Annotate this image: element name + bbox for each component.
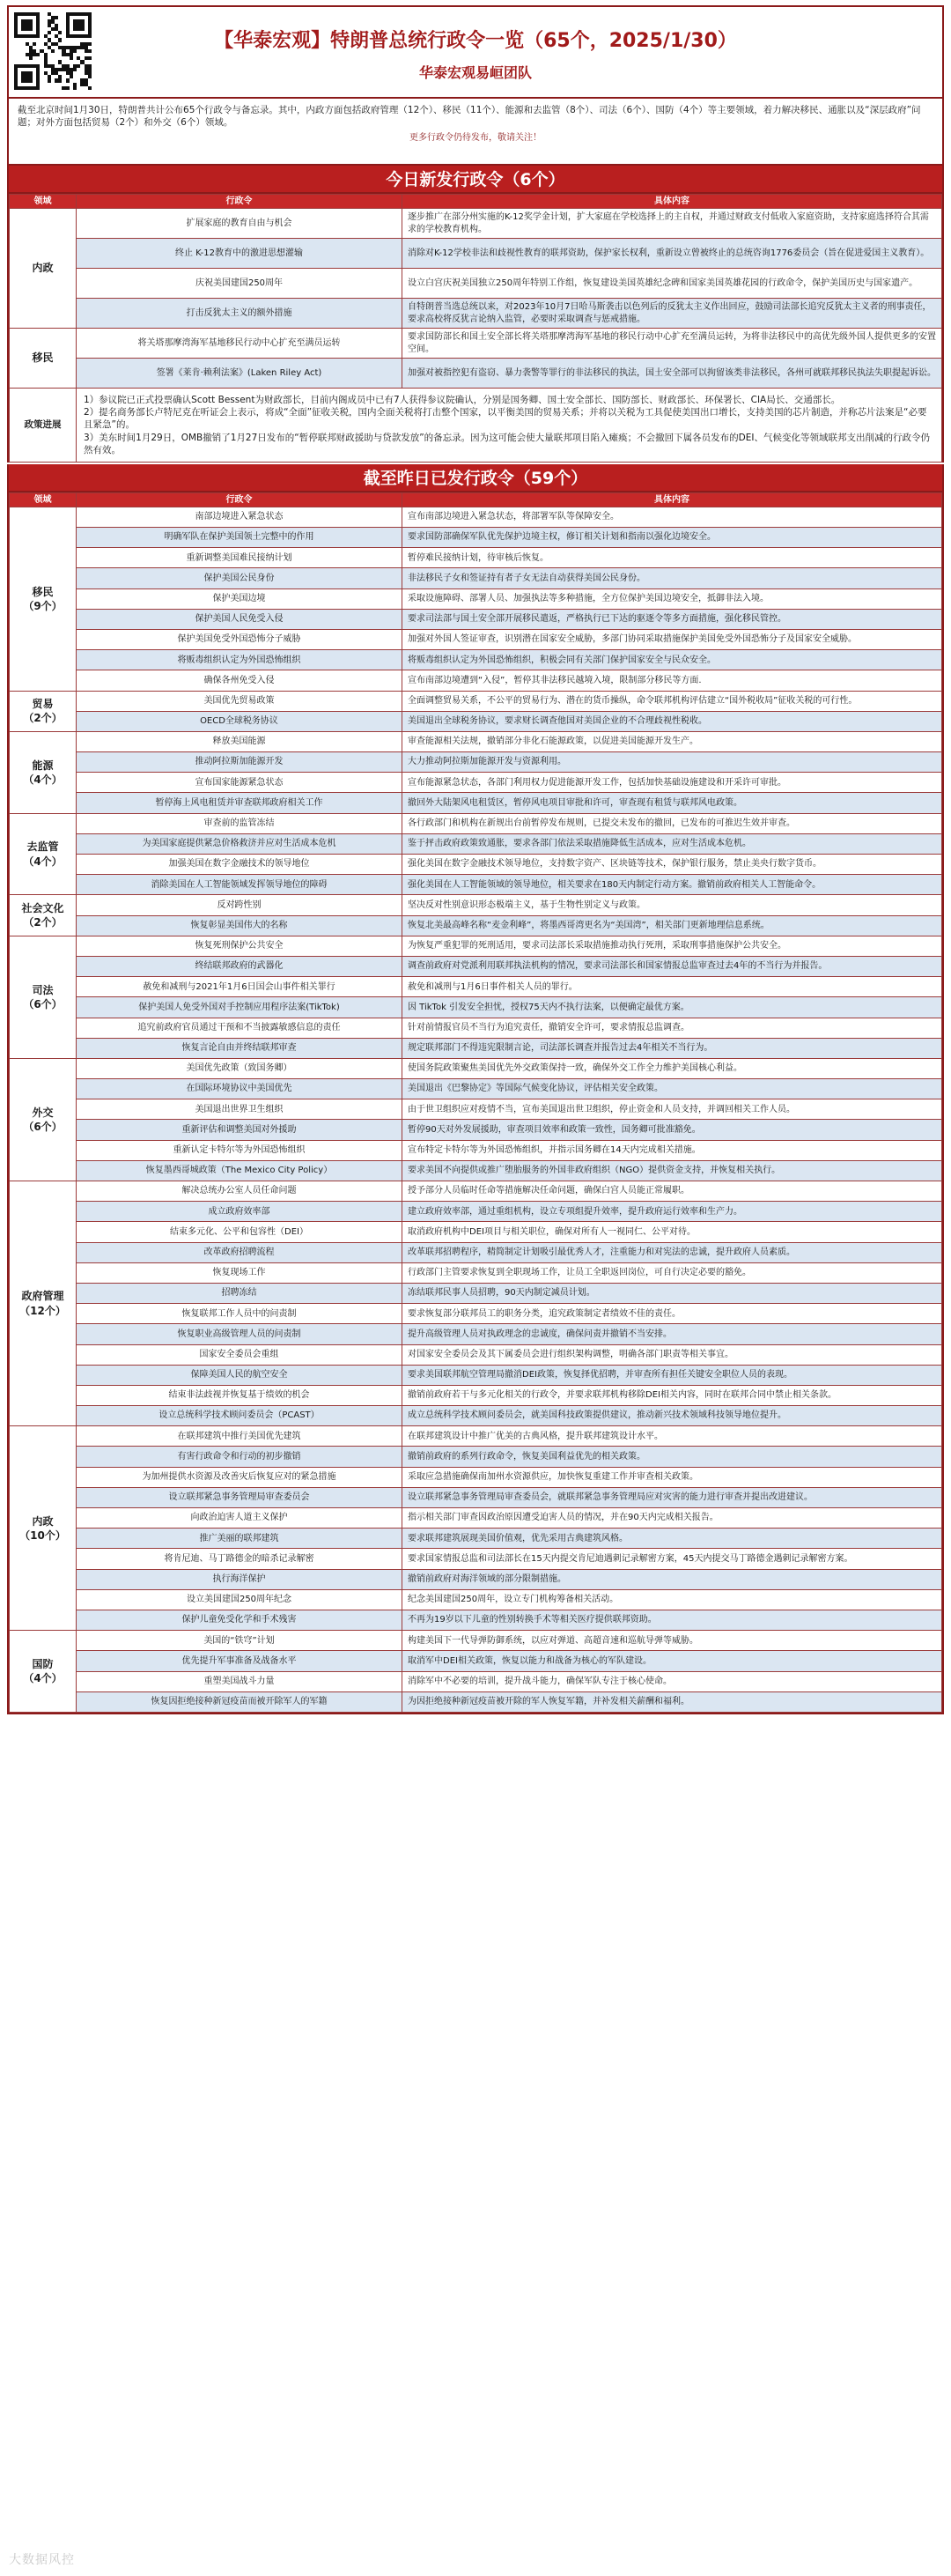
domain-label: 外交 [32, 1106, 54, 1119]
order-cell: 恢复因拒绝接种新冠疫苗而被开除军人的军籍 [77, 1691, 402, 1712]
table-row [10, 1120, 942, 1140]
column-header-content: 具体内容 [402, 195, 942, 209]
content-cell: 规定联邦部门不得违宪限制言论，司法部长调查并报告过去4年相关不当行为。 [402, 1038, 942, 1058]
content-cell: 对国家安全委员会及其下属委员会进行组织架构调整，明确各部门职责等相关事宜。 [402, 1344, 942, 1365]
table-row [10, 629, 942, 649]
order-cell: 追究前政府官员通过干预和不当披露敏感信息的责任 [77, 1018, 402, 1038]
order-cell: 招聘冻结 [77, 1283, 402, 1303]
order-cell: 打击反犹太主义的额外措施 [77, 299, 402, 329]
content-cell: 暂停90天对外发展援助，审查项目效率和政策一致性，国务卿可批准豁免。 [402, 1120, 942, 1140]
domain-label: 国防 [32, 1657, 54, 1670]
content-cell: 加强对外国人签证审查，识别潜在国家安全威胁，多部门协同采取措施保护美国免受外国恐怖分子及国家安全威胁。 [402, 629, 942, 649]
order-cell: 保护儿童免受化学和手术残害 [77, 1610, 402, 1630]
order-cell: 将贩毒组织认定为外国恐怖组织 [77, 650, 402, 670]
content-cell: 成立总统科学技术顾问委员会，就美国科技政策提供建议，推动新兴技术领域科技领导地位提升。 [402, 1406, 942, 1426]
table-row [10, 1058, 942, 1078]
table-row [10, 1202, 942, 1222]
order-cell: 设立美国建国250周年纪念 [77, 1589, 402, 1610]
content-cell: 在联邦建筑设计中推广优美的古典风格，提升联邦建筑设计水平。 [402, 1426, 942, 1447]
content-cell: 暂停难民接纳计划，待审核后恢复。 [402, 548, 942, 568]
table-row [10, 1589, 942, 1610]
table-row [10, 813, 942, 833]
policy-progress-notes [77, 389, 942, 463]
order-cell: 保护美国边境 [77, 588, 402, 609]
order-cell: 审查前的监管冻结 [77, 813, 402, 833]
table-row [10, 1529, 942, 1549]
content-cell: 要求恢复部分联邦员工的职务分类，追究政策制定者绩效不佳的责任。 [402, 1304, 942, 1324]
domain-cell [10, 507, 77, 691]
domain-cell [10, 936, 77, 1058]
order-cell: 国家安全委员会重组 [77, 1344, 402, 1365]
table-row [10, 1651, 942, 1671]
table-row [10, 1549, 942, 1569]
content-cell: 冻结联邦民事人员招聘，90天内制定减员计划。 [402, 1283, 942, 1303]
domain-label: 贸易 [32, 698, 54, 711]
table-row [10, 609, 942, 629]
table-row [10, 773, 942, 793]
order-cell: 执行海洋保护 [77, 1569, 402, 1589]
order-cell: 将肯尼迪、马丁路德金的暗杀记录解密 [77, 1549, 402, 1569]
order-cell: 赦免和减刑与2021年1月6日国会山事件相关罪行 [77, 977, 402, 997]
content-cell: 非法移民子女和签证持有者子女无法自动获得美国公民身份。 [402, 568, 942, 588]
order-cell: 美国退出世界卫生组织 [77, 1099, 402, 1120]
content-cell: 授予部分人员临时任命等措施解决任命问题，确保白宫人员能正常履职。 [402, 1181, 942, 1202]
content-cell: 宣布南部边境进入紧急状态，将部署军队等保障安全。 [402, 507, 942, 527]
table-row [10, 568, 942, 588]
table-row [10, 793, 942, 813]
order-cell: 成立政府效率部 [77, 1202, 402, 1222]
order-cell: 明确军队在保护美国领土完整中的作用 [77, 528, 402, 548]
table-row [10, 650, 942, 670]
content-cell: 赦免和减刑与1月6日事件相关人员的罪行。 [402, 977, 942, 997]
domain-cell [10, 1058, 77, 1181]
content-cell: 要求国防部确保军队优先保护边境主权，修订相关计划和指南以强化边境安全。 [402, 528, 942, 548]
order-cell: 美国优先贸易政策 [77, 691, 402, 711]
domain-label: 能源 [32, 759, 54, 772]
order-cell: 重新认定卡特尔等为外国恐怖组织 [77, 1140, 402, 1160]
table-row [10, 1631, 942, 1651]
order-cell: 在联邦建筑中推行美国优先建筑 [77, 1426, 402, 1447]
content-cell: 调查前政府对党派利用联邦执法机构的情况，要求司法部长和国家情报总监审查过去4年的不当行为并报告。 [402, 956, 942, 976]
order-cell: 反对跨性别 [77, 895, 402, 915]
intro-summary [7, 99, 944, 166]
content-cell: 要求司法部与国土安全部开展移民遣返，严格执行已下达的驱逐令等多方面措施，强化移民管控。 [402, 609, 942, 629]
domain-count: （6个） [23, 997, 63, 1010]
content-cell: 消除军中不必要的培训，提升战斗能力，确保军队专注于核心使命。 [402, 1671, 942, 1691]
content-cell: 撤回外大陆架风电租赁区，暂停风电项目审批和许可，审查现有租赁与联邦风电政策。 [402, 793, 942, 813]
content-cell: 要求美国联邦航空管理局撤消DEI政策，恢复择优招聘，并审查所有担任关键安全职位人员的表现。 [402, 1365, 942, 1385]
order-cell: OECD全球税务协议 [77, 711, 402, 731]
order-cell: 暂停海上风电租赁并审查联邦政府相关工作 [77, 793, 402, 813]
content-cell: 鉴于抨击政府政策致通胀，要求各部门依法采取措施降低生活成本，应对生活成本危机。 [402, 833, 942, 854]
table-row [10, 977, 942, 997]
content-cell: 要求美国不向提供或推广堕胎服务的外国非政府组织（NGO）提供资金支持，并恢复相关执行。 [402, 1160, 942, 1181]
table-row [10, 1344, 942, 1365]
content-cell: 强化美国在人工智能领域的领导地位，相关要求在180天内制定行动方案。撤销前政府相关人工智能命令。 [402, 875, 942, 895]
domain-cell [10, 691, 77, 731]
table-row [10, 752, 942, 773]
content-cell: 撤销前政府的系列行政命令，恢复美国利益优先的相关政策。 [402, 1447, 942, 1467]
order-cell: 美国优先政策（致国务卿） [77, 1058, 402, 1078]
table-row [10, 1426, 942, 1447]
table-row [10, 269, 942, 299]
content-cell: 取消政府机构中DEI项目与相关职位，确保对所有人一视同仁、公平对待。 [402, 1222, 942, 1242]
content-cell: 将贩毒组织认定为外国恐怖组织，积极会同有关部门保护国家安全与民众安全。 [402, 650, 942, 670]
content-cell: 行政部门主管要求恢复到全职现场工作，让员工全职返回岗位，可自行决定必要的豁免。 [402, 1262, 942, 1283]
order-cell: 恢复彰显美国伟大的名称 [77, 915, 402, 936]
table-row [10, 1140, 942, 1160]
domain-label: 司法 [32, 983, 54, 996]
content-cell: 针对前情报官员不当行为追究责任，撤销安全许可，要求情报总监调查。 [402, 1018, 942, 1038]
order-cell: 确保各州免受入侵 [77, 670, 402, 691]
column-header-domain: 领域 [10, 195, 77, 209]
table-row [10, 833, 942, 854]
policy-progress-label: 政策进展 [10, 389, 77, 463]
content-cell: 逐步推广在部分州实施的K-12奖学金计划，扩大家庭在学校选择上的主自权，并通过财政支付低收入家庭资助，支持家庭选择符合其需求的学校教育机构。 [402, 209, 942, 239]
order-cell: 改革政府招聘流程 [77, 1242, 402, 1262]
domain-count: （4个） [23, 773, 63, 786]
content-cell: 要求联邦建筑展现美国价值观，优先采用古典建筑风格。 [402, 1529, 942, 1549]
table-row [10, 875, 942, 895]
section-new-title: 今日新发行政令（6个） [7, 166, 944, 194]
report-title: 【华泰宏观】特朗普总统行政令一览（65个，2025/1/30） [214, 30, 737, 52]
domain-count: （2个） [23, 712, 63, 725]
table-row [10, 588, 942, 609]
section-issued-table [9, 492, 942, 1713]
report-subtitle: 华泰宏观易峘团队 [418, 64, 532, 81]
order-cell: 保护美国人免受外国对手控制应用程序法案(TikTok) [77, 997, 402, 1018]
table-row [10, 1324, 942, 1344]
content-cell: 设立联邦紧急事务管理局审查委员会，就联邦紧急事务管理局应对灾害的能力进行审查并提出改进建议。 [402, 1487, 942, 1507]
table-row [10, 1569, 942, 1589]
order-cell: 保护美国免受外国恐怖分子威胁 [77, 629, 402, 649]
order-cell: 有害行政命令和行动的初步撤销 [77, 1447, 402, 1467]
domain-count: （4个） [23, 855, 63, 868]
domain-count: （9个） [23, 599, 63, 612]
domain-cell [10, 895, 77, 936]
table-row [10, 956, 942, 976]
order-cell: 恢复职业高级管理人员的问责制 [77, 1324, 402, 1344]
table-row [10, 507, 942, 527]
content-cell: 改革联邦招聘程序，精简制定计划吸引最优秀人才，注重能力和对宪法的忠诚，提升政府人员素质。 [402, 1242, 942, 1262]
content-cell: 全面调整贸易关系，不公平的贸易行为、潜在的货币操纵，命令联邦机构评估建立“国外税收局”征收关税的可行性。 [402, 691, 942, 711]
content-cell: 由于世卫组织应对疫情不当，宣布美国退出世卫组织，停止资金和人员支持，并调回相关工作人员。 [402, 1099, 942, 1120]
content-cell: 大力推动阿拉斯加能源开发与资源利用。 [402, 752, 942, 773]
column-header-domain: 领域 [10, 492, 77, 507]
column-header-content: 具体内容 [402, 492, 942, 507]
order-cell: 优先提升军事准备及战备水平 [77, 1651, 402, 1671]
domain-cell [10, 731, 77, 813]
section-new-table [9, 194, 942, 463]
domain-cell [10, 813, 77, 895]
content-cell: 设立白宫庆祝美国独立250周年特别工作组，恢复建设美国英雄纪念碑和国家美国英雄花园的行政命令，保护美国历史与国家遗产。 [402, 269, 942, 299]
order-cell: 向政治迫害人道主义保护 [77, 1508, 402, 1529]
order-cell: 设立总统科学技术顾问委员会（PCAST） [77, 1406, 402, 1426]
order-cell: 签署《莱肯·赖利法案》(Laken Riley Act) [77, 359, 402, 389]
content-cell: 因 TikTok 引发安全担忧，授权75天内不执行法案，以便确定最优方案。 [402, 997, 942, 1018]
table-row [10, 1671, 942, 1691]
order-cell: 设立联邦紧急事务管理局审查委员会 [77, 1487, 402, 1507]
table-row [10, 1447, 942, 1467]
domain-label: 社会文化 [21, 901, 64, 914]
order-cell: 解决总统办公室人员任命问题 [77, 1181, 402, 1202]
table-row [10, 1610, 942, 1630]
watermark: 大数据风控 [9, 2553, 75, 2568]
order-cell: 保护美国公民身份 [77, 568, 402, 588]
domain-label: 移民 [32, 585, 54, 598]
order-cell: 庆祝美国建国250周年 [77, 269, 402, 299]
order-cell: 恢复现场工作 [77, 1262, 402, 1283]
order-cell: 扩展家庭的教育自由与机会 [77, 209, 402, 239]
order-cell: 终止 K-12教育中的激进思想灌输 [77, 239, 402, 269]
column-header-order: 行政令 [77, 195, 402, 209]
policy-progress-item: 2）提名商务部长卢特尼克在听证会上表示，将成“全面”征收关税，国内全面关税将打击整个国家，以平衡美国的贸易关系；并将以关税为工具促使美国出口增长，支持美国的芯片制造，并称芯片法案是“必要且紧急”的。 [84, 407, 927, 431]
table-row [10, 359, 942, 389]
domain-label: 内政 [32, 1514, 54, 1528]
order-cell: 保护美国人民免受入侵 [77, 609, 402, 629]
order-cell: 在国际环境协议中美国优先 [77, 1079, 402, 1099]
table-row [10, 1691, 942, 1712]
content-cell: 撤销前政府若干与多元化相关的行政令，并要求联邦机构移除DEI相关内容，同时在联邦合同中禁止相关条款。 [402, 1385, 942, 1405]
domain-count: （12个） [19, 1304, 66, 1317]
content-cell: 指示相关部门审查因政治原因遭受迫害人员的情况，并在90天内完成相关报告。 [402, 1508, 942, 1529]
content-cell: 审查能源相关法规，撤销部分非化石能源政策，以促进美国能源开发生产。 [402, 731, 942, 751]
policy-progress-item: 1）参议院已正式投票确认Scott Bessent为财政部长，目前内阁成员中已有7人获得参议院确认，分别是国务卿、国土安全部长、国防部长、财政部长、环保署长、CIA局长、交通部长。 [84, 395, 841, 405]
order-cell: 推广美丽的联邦建筑 [77, 1529, 402, 1549]
content-cell: 建立政府效率部，通过重组机构，设立专项组提升效率，提升政府运行效率和生产力。 [402, 1202, 942, 1222]
column-header-order: 行政令 [77, 492, 402, 507]
content-cell: 恢复北美最高峰名称“麦金利峰”，将墨西哥湾更名为“美国湾”，相关部门更新地理信息系统。 [402, 915, 942, 936]
content-cell: 使国务院政策聚焦美国优先外交政策保持一致，确保外交工作全力维护美国核心利益。 [402, 1058, 942, 1078]
content-cell: 各行政部门和机构在新规出台前暂停发布规则，已提交未发布的撤回，已发布的可推迟生效并审查。 [402, 813, 942, 833]
table-row [10, 299, 942, 329]
order-cell: 恢复死刑保护公共安全 [77, 936, 402, 956]
content-cell: 提升高级管理人员对执政理念的忠诚度，确保问责并撤销不当安排。 [402, 1324, 942, 1344]
content-cell: 宣布特定卡特尔等为外国恐怖组织，并指示国务卿在14天内完成相关措施。 [402, 1140, 942, 1160]
content-cell: 要求国防部长和国土安全部长将关塔那摩湾海军基地的移民行动中心扩充至满员运转，为将非法移民中的高优先级外国人提供更多的安置空间。 [402, 329, 942, 359]
table-row [10, 1467, 942, 1487]
content-cell: 纪念美国建国250周年，设立专门机构筹备相关活动。 [402, 1589, 942, 1610]
table-row [10, 855, 942, 875]
table-row [10, 1365, 942, 1385]
content-cell: 宣布南部边境遭到“入侵”，暂停其非法移民越境入境，限制部分移民等方面. [402, 670, 942, 691]
domain-label: 移民 [32, 352, 54, 365]
order-cell: 结束多元化、公平和包容性（DEI） [77, 1222, 402, 1242]
table-row [10, 1038, 942, 1058]
table-row [10, 329, 942, 359]
table-row [10, 895, 942, 915]
order-cell: 重塑美国战斗力量 [77, 1671, 402, 1691]
order-cell: 恢复联邦工作人员中的问责制 [77, 1304, 402, 1324]
table-row [10, 548, 942, 568]
table-row [10, 915, 942, 936]
table-row [10, 936, 942, 956]
content-cell: 自特朗普当选总统以来，对2023年10月7日哈马斯袭击以色列后的反犹太主义作出回应，鼓励司法部长追究反犹太主义者的刑事责任，要求高校将反犹言论纳入监管，必要时采取调查与惩戒措施。 [402, 299, 942, 329]
table-row [10, 711, 942, 731]
content-cell: 美国退出全球税务协议，要求财长调查他国对美国企业的不合理歧视性税收。 [402, 711, 942, 731]
order-cell: 为加州提供水资源及改善灾后恢复应对的紧急措施 [77, 1467, 402, 1487]
order-cell: 恢复言论自由并终结联邦审查 [77, 1038, 402, 1058]
domain-count: （6个） [23, 1120, 63, 1133]
content-cell: 美国退出《巴黎协定》等国际气候变化协议，评估相关安全政策。 [402, 1079, 942, 1099]
section-issued-table-wrap [7, 492, 944, 1714]
order-cell: 美国的“铁穹”计划 [77, 1631, 402, 1651]
domain-cell [10, 329, 77, 389]
content-cell: 为因拒绝接种新冠疫苗被开除的军人恢复军籍，并补发相关薪酬和福利。 [402, 1691, 942, 1712]
domain-label: 去监管 [26, 840, 59, 854]
order-cell: 消除美国在人工智能领域发挥领导地位的障碍 [77, 875, 402, 895]
order-cell: 将关塔那摩湾海军基地移民行动中心扩充至满员运转 [77, 329, 402, 359]
content-cell: 要求国家情报总监和司法部长在15天内提交肯尼迪遇刺记录解密方案，45天内提交马丁路德金遇刺记录解密方案。 [402, 1549, 942, 1569]
domain-cell [10, 209, 77, 329]
content-cell: 强化美国在数字金融技术领导地位，支持数字资产、区块链等技术，保护银行服务，禁止美央行数字货币。 [402, 855, 942, 875]
table-row [10, 731, 942, 751]
policy-progress-item: 3）美东时间1月29日，OMB撤销了1月27日发布的“暂停联邦财政援助与贷款发放”的备忘录。因为这可能会使大量联邦项目陷入瘫痪；不会撤回下属各员发布的DEI、气候变化等领域联邦支出削减的行政令仍然有效。 [84, 432, 930, 455]
table-row [10, 1385, 942, 1405]
table-row [10, 997, 942, 1018]
table-row [10, 670, 942, 691]
table-row [10, 1018, 942, 1038]
order-cell: 推动阿拉斯加能源开发 [77, 752, 402, 773]
table-row [10, 528, 942, 548]
content-cell: 宣布能源紧急状态，各部门利用权力促进能源开发工作，包括加快基础设施建设和开采许可审批。 [402, 773, 942, 793]
table-row [10, 1099, 942, 1120]
content-cell: 撤销前政府对海洋领域的部分限制措施。 [402, 1569, 942, 1589]
table-row [10, 1406, 942, 1426]
order-cell: 释放美国能源 [77, 731, 402, 751]
domain-count: （2个） [23, 916, 63, 929]
content-cell: 为恢复严重犯罪的死刑适用，要求司法部长采取措施推动执行死刑，采取刑事措施保护公共安全。 [402, 936, 942, 956]
table-row [10, 1181, 942, 1202]
table-row [10, 1242, 942, 1262]
order-cell: 保障美国人民的航空安全 [77, 1365, 402, 1385]
domain-count: （4个） [23, 1672, 63, 1685]
domain-cell [10, 1181, 77, 1426]
table-row [10, 691, 942, 711]
domain-label: 政府管理 [21, 1290, 64, 1303]
content-cell: 不再为19岁以下儿童的性别转换手术等相关医疗提供联邦资助。 [402, 1610, 942, 1630]
content-cell: 构建美国下一代导弹防御系统，以应对弹道、高超音速和巡航导弹等威胁。 [402, 1631, 942, 1651]
order-cell: 宣布国家能源紧急状态 [77, 773, 402, 793]
report-header [7, 5, 944, 99]
content-cell: 消除对K-12学校非法和歧视性教育的联邦资助，保护家长权利，重新设立曾被终止的总统咨询1776委员会（旨在促进爱国主义教育）。 [402, 239, 942, 269]
section-new-table-wrap [7, 194, 944, 463]
intro-more-note: 更多行政令仍待发布，敬请关注！ [409, 133, 542, 144]
policy-progress-row [10, 389, 942, 463]
section-issued-title: 截至昨日已发行政令（59个） [7, 464, 944, 492]
table-row [10, 1079, 942, 1099]
content-cell: 加强对被指控犯有盗窃、暴力袭警等罪行的非法移民的执法，国土安全部可以拘留该类非法移民，各州可就联邦移民执法失职提起诉讼。 [402, 359, 942, 389]
table-row [10, 1304, 942, 1324]
intro-text: 截至北京时间1月30日，特朗普共计公布65个行政令与备忘录。其中，内政方面包括政府管理（12个）、移民（11个）、能源和去监管（8个）、司法（6个）、国防（4个）等主要领域，着力解决移民、通胀以及“深层政府”问题；对外方面包括贸易（2个）和外交（6个）领域。 [18, 105, 921, 129]
order-cell: 终结联邦政府的武器化 [77, 956, 402, 976]
table-row [10, 239, 942, 269]
order-cell: 重新调整美国难民接纳计划 [77, 548, 402, 568]
order-cell: 南部边境进入紧急状态 [77, 507, 402, 527]
content-cell: 取消军中DEI相关政策，恢复以能力和战备为核心的军队建设。 [402, 1651, 942, 1671]
table-row [10, 1262, 942, 1283]
content-cell: 采取设施障碍、部署人员、加强执法等多种措施，全方位保护美国边境安全，抵御非法入境。 [402, 588, 942, 609]
table-row [10, 209, 942, 239]
order-cell: 结束非法歧视并恢复基于绩效的机会 [77, 1385, 402, 1405]
domain-cell [10, 1631, 77, 1713]
domain-label: 内政 [32, 262, 54, 275]
content-cell: 采取应急措施确保南加州水资源供应，加快恢复重建工作并审查相关政策。 [402, 1467, 942, 1487]
order-cell: 为美国家庭提供紧急价格救济并应对生活成本危机 [77, 833, 402, 854]
domain-count: （10个） [19, 1529, 66, 1542]
table-row [10, 1283, 942, 1303]
table-row [10, 1487, 942, 1507]
table-row [10, 1222, 942, 1242]
order-cell: 重新评估和调整美国对外援助 [77, 1120, 402, 1140]
order-cell: 恢复墨西哥城政策（The Mexico City Policy） [77, 1160, 402, 1181]
order-cell: 加强美国在数字金融技术的领导地位 [77, 855, 402, 875]
content-cell: 坚决反对性别意识形态极端主义，基于生物性别定义与政策。 [402, 895, 942, 915]
table-row [10, 1160, 942, 1181]
domain-cell [10, 1426, 77, 1631]
table-row [10, 1508, 942, 1529]
